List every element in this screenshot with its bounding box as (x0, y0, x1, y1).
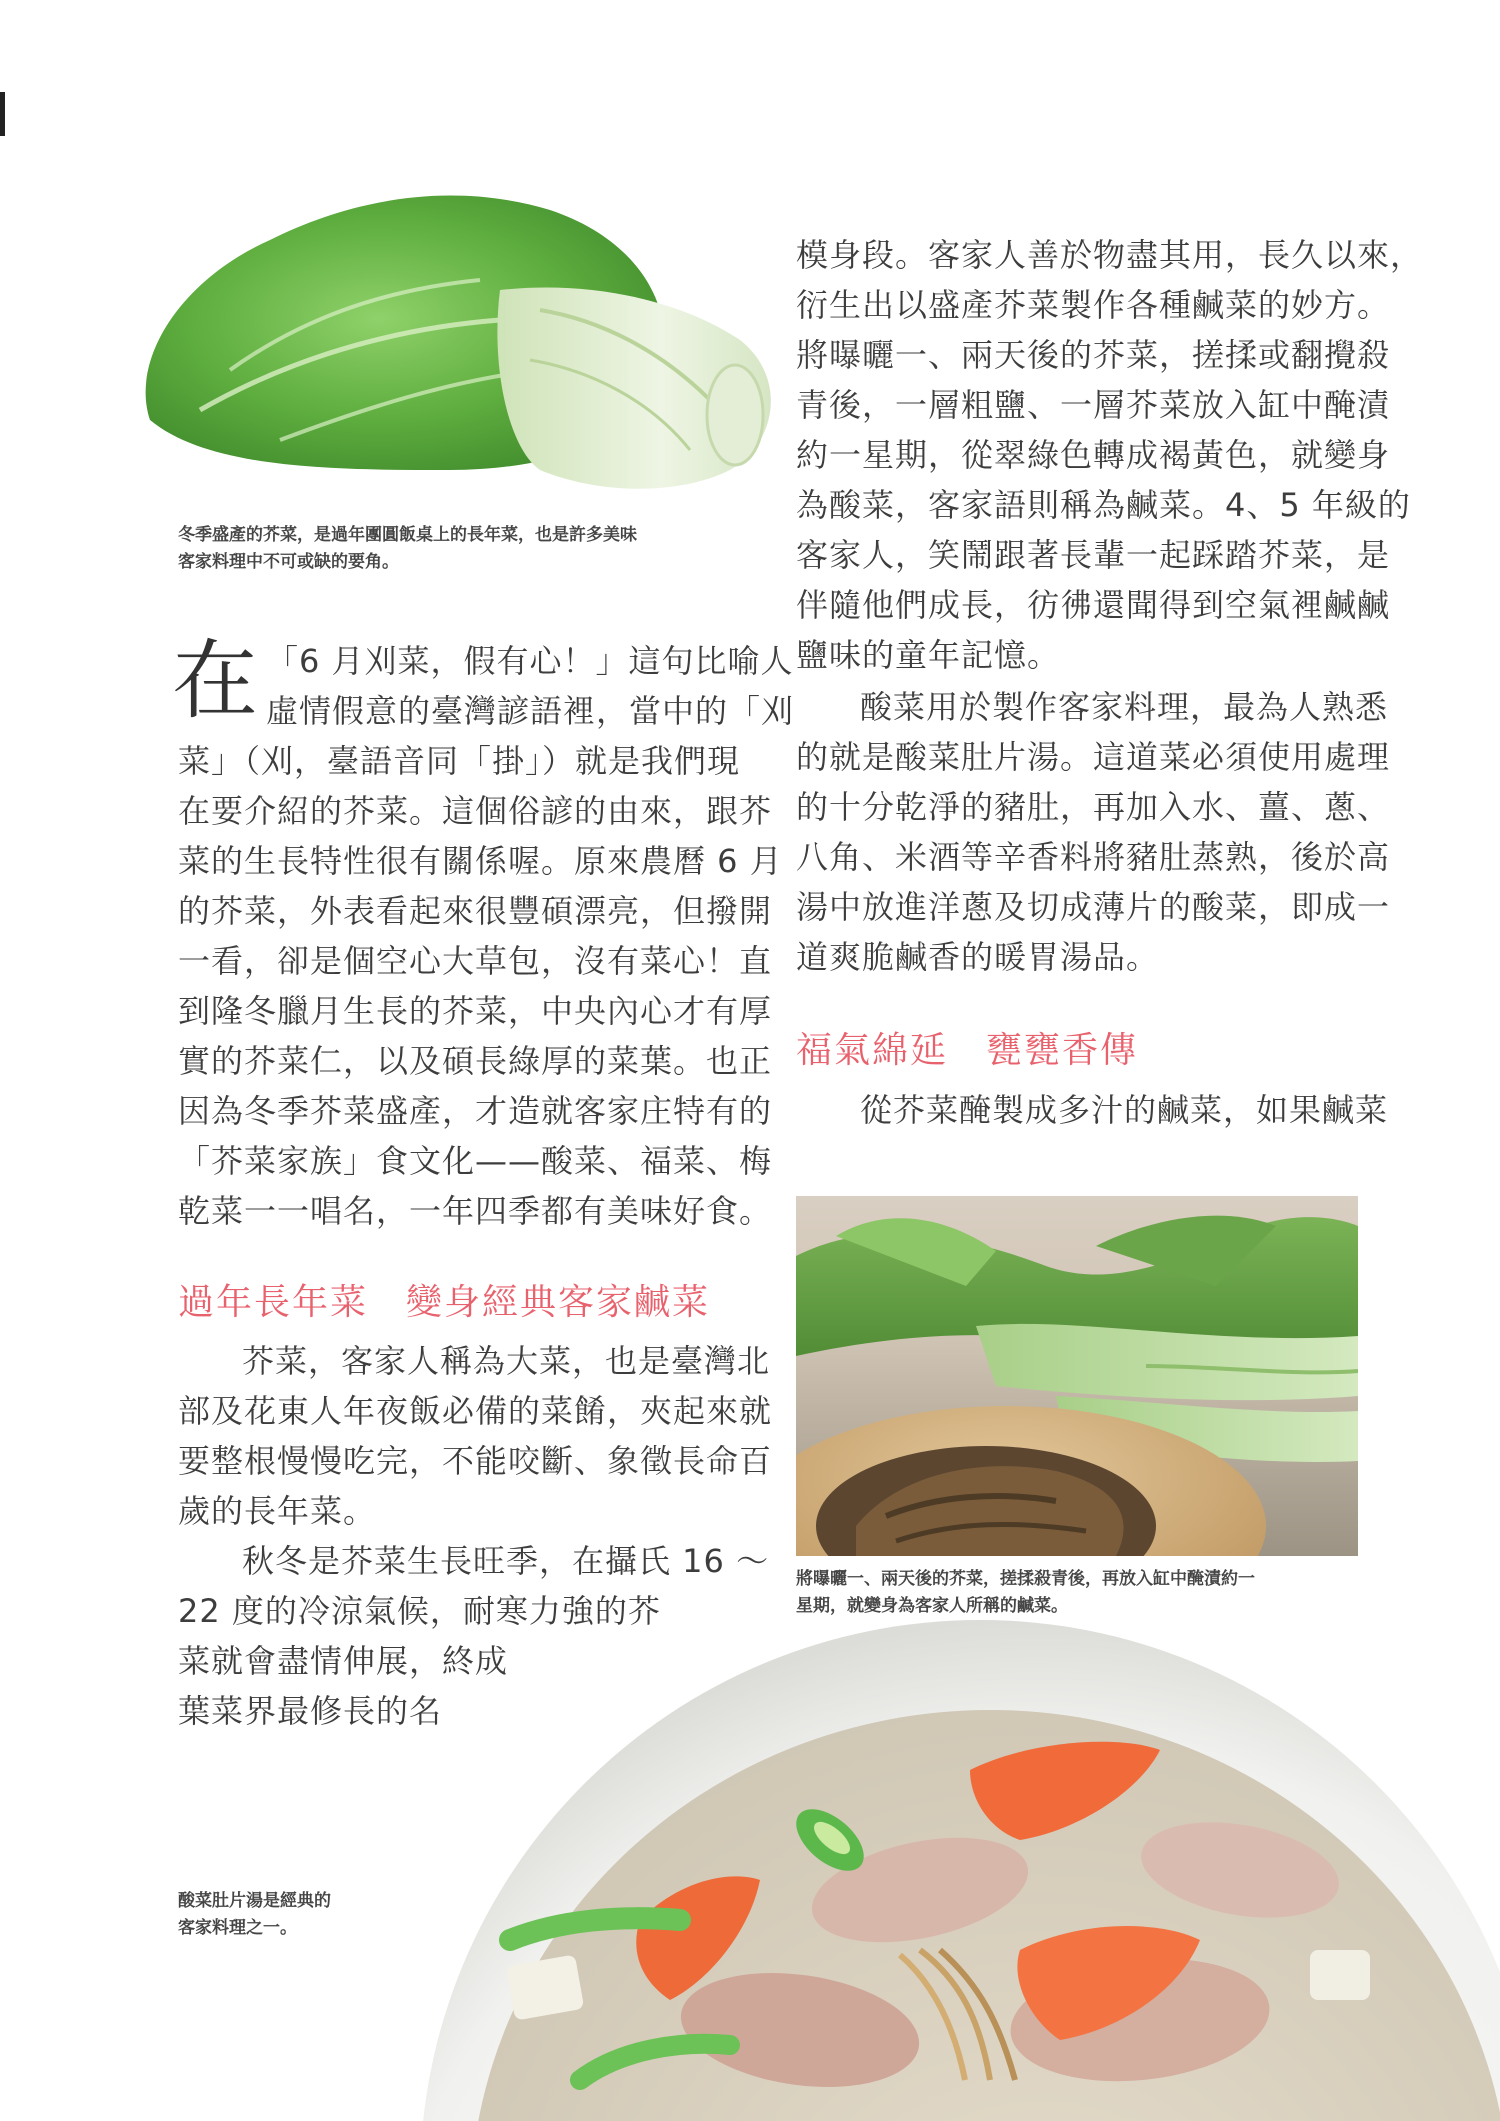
pork-tripe-soup-photo (380, 1620, 1500, 2121)
text-line: 秋冬是芥菜生長旺季，在攝氏 16 ～ (242, 1542, 770, 1580)
text-line: 在要介紹的芥菜。這個俗諺的由來，跟芥 (178, 792, 773, 830)
text-line: 約一星期，從翠綠色轉成褐黃色，就變身 (796, 436, 1391, 474)
text-line: 酸菜用於製作客家料理，最為人熟悉 (860, 688, 1389, 726)
text-line: 乾菜一一唱名，一年四季都有美味好食。 (178, 1192, 773, 1230)
text-line: 虛情假意的臺灣諺語裡，當中的「刈 (266, 692, 795, 730)
text-line: 菜的生長特性很有關係喔。原來農曆 6 月 (178, 842, 783, 880)
caption-line: 客家料理之一。 (178, 1918, 297, 1938)
text-line: 葉菜界最修長的名 (178, 1692, 443, 1730)
text-line: 道爽脆鹹香的暖胃湯品。 (796, 938, 1160, 976)
text-line: 歲的長年菜。 (178, 1492, 377, 1530)
text-line: 模身段。客家人善於物盡其用，長久以來， (796, 236, 1424, 274)
text-line: 「芥菜家族」食文化——酸菜、福菜、梅 (178, 1142, 773, 1180)
text-line: 實的芥菜仁，以及碩長綠厚的菜葉。也正 (178, 1042, 773, 1080)
intro-first-lines (266, 636, 794, 736)
text-line: 到隆冬臘月生長的芥菜，中央內心才有厚 (178, 992, 773, 1030)
pickled-mustard-caption (796, 1566, 1255, 1620)
cabbage-caption (178, 522, 637, 576)
text-line: 22 度的冷涼氣候，耐寒力強的芥 (178, 1592, 661, 1630)
caption-line: 客家料理中不可或缺的要角。 (178, 552, 399, 572)
text-line: 要整根慢慢吃完，不能咬斷、象徵長命百 (178, 1442, 773, 1480)
section-heading-blessing: 福氣綿延 甕甕香傳 (796, 1030, 1139, 1071)
text-line: 一看，卻是個空心大草包，沒有菜心！直 (178, 942, 773, 980)
right-paragraph-2 (796, 682, 1390, 982)
section2-paragraph (796, 1085, 1388, 1135)
text-line: 的就是酸菜肚片湯。這道菜必須使用處理 (796, 738, 1391, 776)
text-line: 青後，一層粗鹽、一層芥菜放入缸中醃漬 (796, 386, 1391, 424)
drop-cap: 在 (172, 631, 258, 731)
caption-line: 將曝曬一、兩天後的芥菜，搓揉殺青後，再放入缸中醃漬約一 (796, 1569, 1255, 1589)
text-line: 「6 月刈菜，假有心！」這句比喻人 (266, 642, 794, 680)
page-edge-mark (0, 92, 5, 136)
mustard-cabbage-photo (120, 170, 792, 500)
text-line: 衍生出以盛產芥菜製作各種鹹菜的妙方。 (796, 286, 1391, 324)
text-line: 鹽味的童年記憶。 (796, 636, 1061, 674)
text-line: 菜就會盡情伸展，終成 (178, 1642, 509, 1680)
text-line: 部及花東人年夜飯必備的菜餚，夾起來就 (178, 1392, 773, 1430)
text-line: 伴隨他們成長，彷彿還聞得到空氣裡鹹鹹 (796, 586, 1391, 624)
intro-paragraph (178, 736, 783, 1236)
text-line: 的十分乾淨的豬肚，再加入水、薑、蔥、 (796, 788, 1391, 826)
text-line: 菜」（刈，臺語音同「掛」）就是我們現 (178, 742, 741, 780)
text-line: 八角、米酒等辛香料將豬肚蒸熟，後於高 (796, 838, 1391, 876)
text-line: 從芥菜醃製成多汁的鹹菜，如果鹹菜 (860, 1091, 1389, 1129)
soup-caption (178, 1888, 331, 1942)
caption-line: 酸菜肚片湯是經典的 (178, 1891, 331, 1911)
text-line: 湯中放進洋蔥及切成薄片的酸菜，即成一 (796, 888, 1391, 926)
pickled-mustard-photo (796, 1196, 1358, 1556)
text-line: 的芥菜，外表看起來很豐碩漂亮，但撥開 (178, 892, 773, 930)
text-line: 芥菜，客家人稱為大菜，也是臺灣北 (242, 1342, 771, 1380)
text-line: 為酸菜，客家語則稱為鹹菜。4、5 年級的 (796, 486, 1411, 524)
section1-paragraph-1 (178, 1336, 772, 1536)
text-line: 將曝曬一、兩天後的芥菜，搓揉或翻攪殺 (796, 336, 1391, 374)
text-line: 客家人，笑鬧跟著長輩一起踩踏芥菜，是 (796, 536, 1391, 574)
text-line: 因為冬季芥菜盛產，才造就客家庄特有的 (178, 1092, 773, 1130)
caption-line: 星期，就變身為客家人所稱的鹹菜。 (796, 1596, 1068, 1616)
caption-line: 冬季盛產的芥菜，是過年團圓飯桌上的長年菜，也是許多美味 (178, 525, 637, 545)
right-paragraph-1 (796, 230, 1423, 680)
section-heading-new-year-vegetable: 過年長年菜 變身經典客家鹹菜 (178, 1282, 711, 1323)
